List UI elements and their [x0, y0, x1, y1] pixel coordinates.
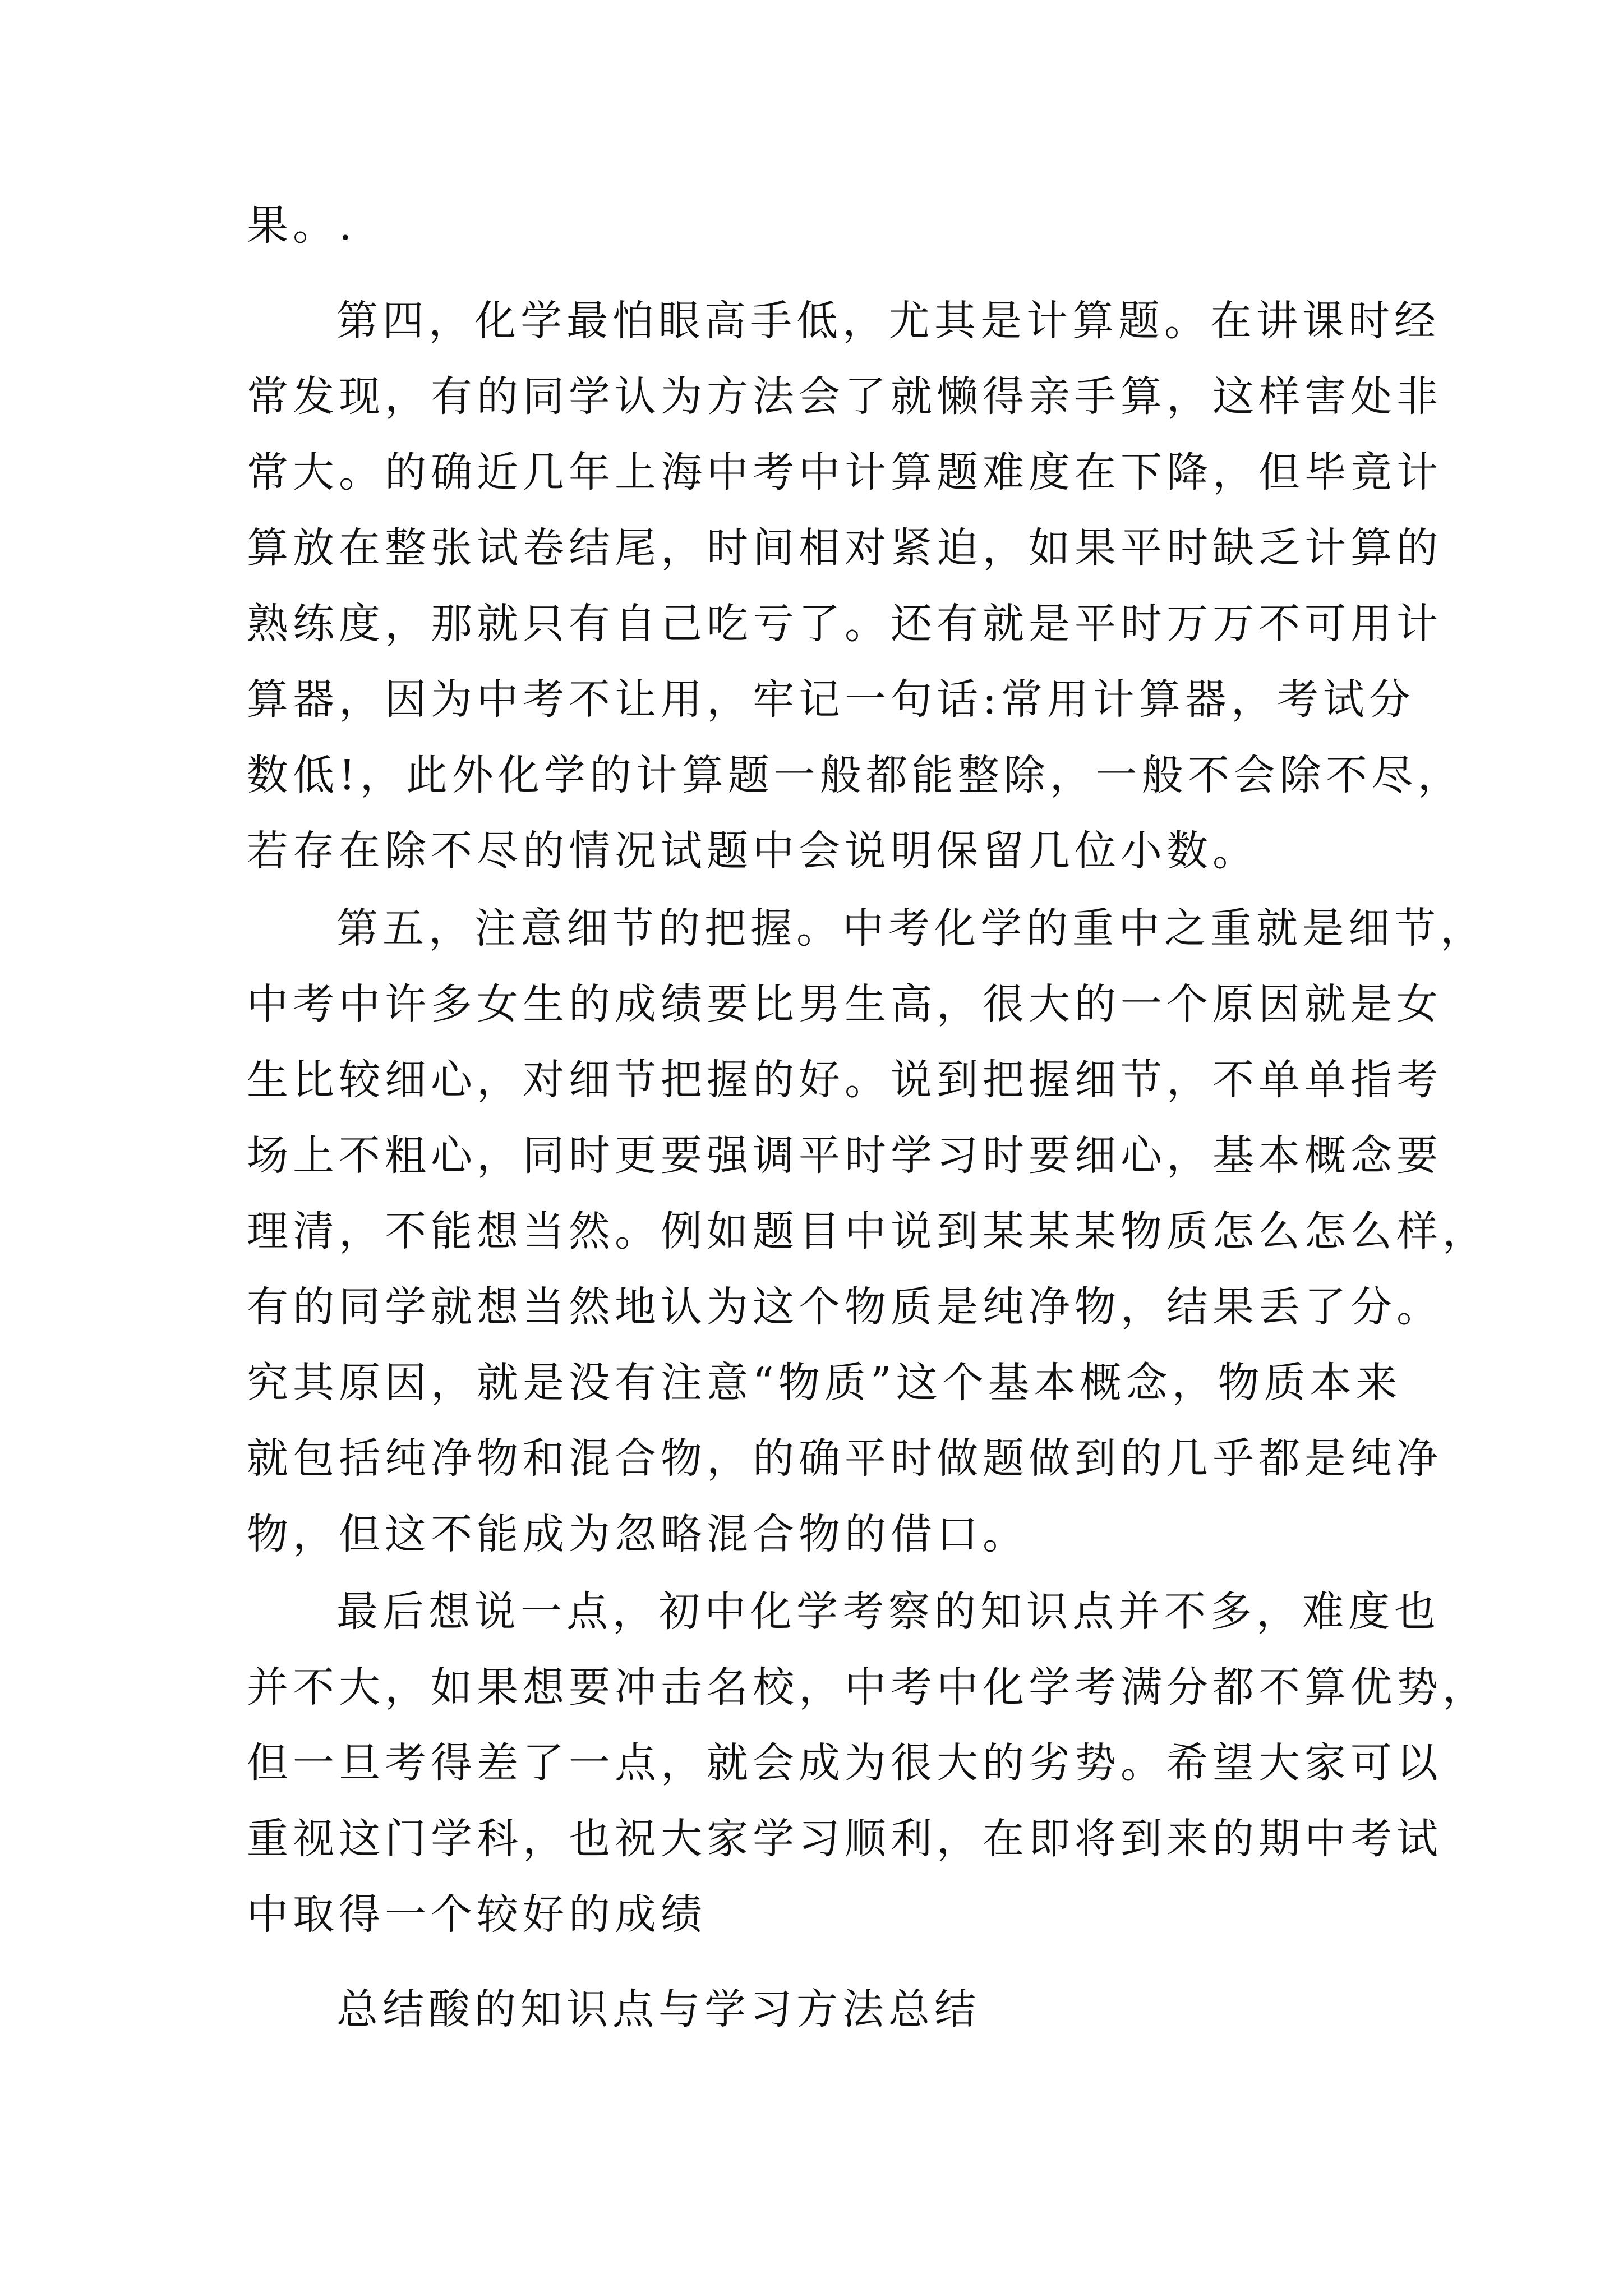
text-line: 算器，因为中考不让用，牢记一句话:常用计算器，考试分 [247, 675, 1415, 724]
text-line: 果。. [247, 201, 357, 250]
text-line: 算放在整张试卷结尾，时间相对紧迫，如果平时缺乏计算的 [247, 524, 1442, 572]
text-line: 有的同学就想当然地认为这个物质是纯净物，结果丢了分。 [247, 1283, 1442, 1331]
paragraph-four-line-1: 第四，化学最怕眼高手低，尤其是计算题。在讲课时经 [336, 297, 1440, 345]
text-line: 若存在除不尽的情况试题中会说明保留几位小数。 [247, 827, 1258, 875]
text-line: 理清，不能想当然。例如题目中说到某某某物质怎么怎么样， [247, 1207, 1488, 1255]
text-line: 常发现，有的同学认为方法会了就懒得亲手算，这样害处非 [247, 372, 1442, 421]
text-line: 物，但这不能成为忽略混合物的借口。 [247, 1510, 1029, 1558]
text-line: 常大。的确近几年上海中考中计算题难度在下降，但毕竟计 [247, 448, 1442, 496]
closing-paragraph-line-1: 最后想说一点，初中化学考察的知识点并不多，难度也 [336, 1588, 1440, 1636]
text-line: 究其原因，就是没有注意“物质”这个基本概念，物质本来 [247, 1359, 1402, 1407]
text-line: 就包括纯净物和混合物，的确平时做题做到的几乎都是纯净 [247, 1434, 1442, 1483]
text-line: 生比较细心，对细节把握的好。说到把握细节，不单单指考 [247, 1056, 1442, 1104]
paragraph-five-line-1: 第五，注意细节的把握。中考化学的重中之重就是细节， [336, 904, 1486, 953]
text-line: 场上不粗心，同时更要强调平时学习时要细心，基本概念要 [247, 1131, 1442, 1180]
text-line: 重视这门学科，也祝大家学习顺利，在即将到来的期中考试 [247, 1815, 1442, 1863]
text-line: 中取得一个较好的成绩 [247, 1890, 707, 1939]
text-line: 熟练度，那就只有自己吃亏了。还有就是平时万万不可用计 [247, 600, 1442, 648]
text-line: 但一旦考得差了一点，就会成为很大的劣势。希望大家可以 [247, 1739, 1442, 1787]
text-line: 中考中许多女生的成绩要比男生高，很大的一个原因就是女 [247, 980, 1442, 1028]
text-line: 并不大，如果想要冲击名校，中考中化学考满分都不算优势， [247, 1663, 1488, 1711]
text-line: 数低!，此外化学的计算题一般都能整除，一般不会除不尽， [247, 751, 1464, 799]
summary-heading: 总结酸的知识点与学习方法总结 [336, 1985, 980, 2033]
